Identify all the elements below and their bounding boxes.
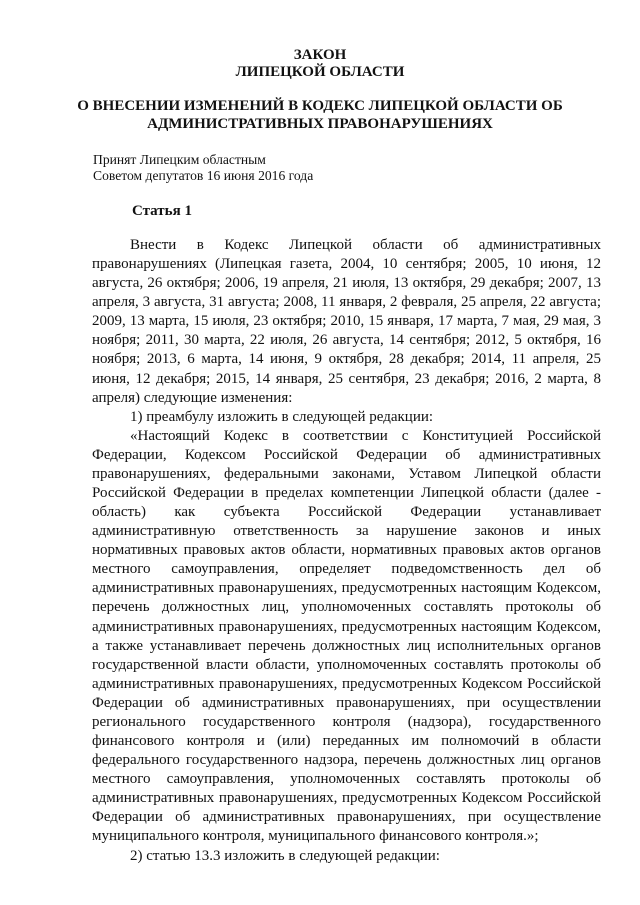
preamble-quote: «Настоящий Кодекс в соответствии с Конституцией Российской Федерации, Кодексом Российской Федерации об административных правонарушениях, федеральными законами, Уставом Липецкой области Российской Федерации в пределах компетенции Липецкой области (далее - область) как субъекта Российской Федерации устанавливает административную ответственность за нарушение законов и иных нормативных правовых актов области, нормативных правовых актов органов местного самоуправления, определяет подведомственность дел об административных правонарушениях, предусмотренных настоящим Кодексом, перечень должностных лиц, уполномоченных составлять протоколы об административных правонарушениях, предусмотренных настоящим Кодексом, а также устанавливает перечень должностных лиц исполнительных органов государственной власти области, уполномоченных составлять протоколы об административных правонарушениях, предусмотренных Кодексом Российской Федерации об административных правонарушениях, при осуществлении регионального государственного контроля (надзора), государственного финансового контроля и (или) переданных им полномочий в области федерального государственного надзора, перечень должностных лиц органов местного самоуправления, уполномоченных составлять протоколы об административных правонарушениях, предусмотренных Кодексом Российской Федерации об административных правонарушениях, при осуществление муниципального контроля, муниципального финансового контроля.»; <box>92 427 601 845</box>
adoption-note-line-1: Принят Липецким областным <box>93 152 266 167</box>
law-label: ЗАКОН <box>293 47 347 63</box>
article-heading: Статья 1 <box>132 203 192 219</box>
region-label: ЛИПЕЦКОЙ ОБЛАСТИ <box>235 64 405 80</box>
article-body <box>92 236 601 866</box>
law-title-line-1: О ВНЕСЕНИИ ИЗМЕНЕНИЙ В КОДЕКС ЛИПЕЦКОЙ ОБЛАСТИ ОБ <box>77 98 563 114</box>
amendment-item-1: 1) преамбулу изложить в следующей редакции: <box>130 408 434 425</box>
amendment-item-2: 2) статью 13.3 изложить в следующей редакции: <box>130 847 440 864</box>
adoption-note-line-2: Советом депутатов 16 июня 2016 года <box>93 168 314 183</box>
intro-paragraph: Внести в Кодекс Липецкой области об административных правонарушениях (Липецкая газета, 2004, 10 сентября; 2005, 10 июня, 12 августа, 26 октября; 2006, 19 апреля, 21 июля, 13 октября, 29 декабря; 2007, 13 апреля, 3 августа, 31 августа; 2008, 11 января, 2 февраля, 25 апреля, 22 августа; 2009, 13 марта, 15 июля, 23 октября; 2010, 15 января, 17 марта, 7 мая, 29 мая, 3 ноября; 2011, 30 марта, 22 июля, 26 августа, 14 сентября; 2012, 5 октября, 16 ноября; 2013, 6 марта, 14 июня, 9 октября, 28 декабря; 2014, 11 апреля, 25 июня, 12 декабря; 2015, 14 января, 25 сентября, 23 декабря; 2016, 2 марта, 8 апреля) следующие изменения: <box>92 237 601 406</box>
law-title-line-2: АДМИНИСТРАТИВНЫХ ПРАВОНАРУШЕНИЯХ <box>147 116 493 132</box>
